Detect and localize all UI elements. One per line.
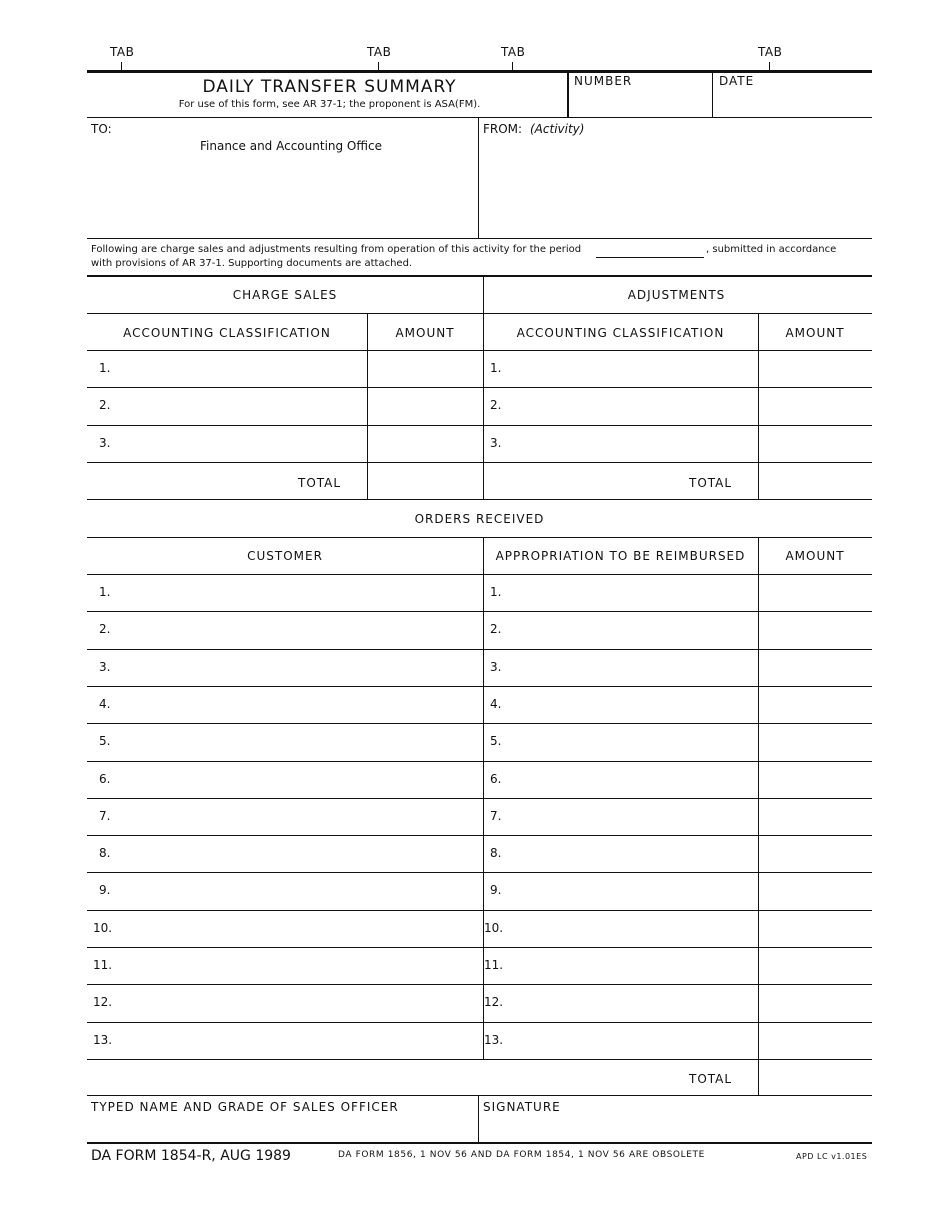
to-value: Finance and Accounting Office (200, 139, 382, 153)
orders-amount-field[interactable] (761, 875, 869, 907)
appropriation-field[interactable] (503, 577, 755, 608)
appropriation-field[interactable] (503, 987, 755, 1019)
orders-amount-field[interactable] (761, 838, 869, 869)
statement-line-1: Following are charge sales and adjustments resulting from operation of this activity for the period (91, 244, 582, 255)
adj-classification-field[interactable] (503, 391, 755, 422)
appropriation-field[interactable] (503, 1025, 755, 1056)
orders-amount-field[interactable] (761, 987, 869, 1019)
rule (87, 611, 872, 612)
appropriation-field[interactable] (503, 801, 755, 832)
customer-field[interactable] (115, 950, 479, 981)
orders-amount-field[interactable] (761, 577, 869, 608)
adj-amount-field[interactable] (761, 391, 869, 422)
charge-total-field[interactable] (370, 466, 480, 496)
charge-classification-field[interactable] (115, 354, 364, 384)
rule (87, 798, 872, 799)
header-top-rule (87, 70, 872, 73)
customer-row-number: 9. (99, 883, 111, 897)
adj-row-number: 2. (490, 398, 502, 412)
divider (758, 537, 759, 1095)
orders-col-amount: AMOUNT (785, 549, 845, 563)
charge-amount-field[interactable] (370, 429, 480, 459)
tab-mark-4: TAB (758, 45, 783, 59)
charge-amount-field[interactable] (370, 354, 480, 384)
orders-amount-field[interactable] (761, 950, 869, 981)
appropriation-row-number: 4. (490, 697, 502, 711)
form-id: DA FORM 1854-R, AUG 1989 (91, 1148, 291, 1164)
from-hint: (Activity) (530, 122, 585, 136)
customer-field[interactable] (115, 838, 479, 869)
appropriation-row-number: 10. (484, 921, 504, 935)
rule (87, 1059, 872, 1060)
orders-col-appropriation: APPROPRIATION TO BE REIMBURSED (495, 549, 746, 563)
adj-row-number: 1. (490, 361, 502, 375)
appropriation-row-number: 2. (490, 622, 502, 636)
customer-field[interactable] (115, 913, 479, 944)
rule (87, 313, 872, 314)
charge-col-classification: ACCOUNTING CLASSIFICATION (123, 326, 331, 340)
statement-line-2: with provisions of AR 37-1. Supporting documents are attached. (91, 258, 413, 269)
orders-total-field[interactable] (761, 1063, 869, 1093)
orders-amount-field[interactable] (761, 801, 869, 832)
divider (567, 73, 569, 117)
date-field[interactable] (716, 90, 870, 114)
charge-col-amount: AMOUNT (395, 326, 455, 340)
divider (367, 314, 368, 499)
rule (87, 723, 872, 724)
obsolete-notice: DA FORM 1856, 1 NOV 56 AND DA FORM 1854, 1 NOV 56 ARE OBSOLETE (338, 1150, 705, 1160)
signature-field[interactable] (482, 1115, 870, 1140)
appropriation-row-number: 11. (484, 958, 504, 972)
orders-amount-field[interactable] (761, 614, 869, 646)
adj-row-number: 3. (490, 436, 502, 450)
rule (87, 425, 872, 426)
signature-label: SIGNATURE (483, 1100, 561, 1114)
rule (87, 910, 872, 911)
customer-row-number: 3. (99, 660, 111, 674)
customer-row-number: 6. (99, 772, 111, 786)
charge-row-number: 1. (99, 361, 111, 375)
customer-field[interactable] (115, 652, 479, 683)
charge-row-number: 3. (99, 436, 111, 450)
appropriation-row-number: 1. (490, 585, 502, 599)
rule (87, 238, 872, 239)
orders-amount-field[interactable] (761, 726, 869, 758)
customer-field[interactable] (115, 726, 479, 758)
officer-name-label: TYPED NAME AND GRADE OF SALES OFFICER (91, 1100, 399, 1114)
rule (87, 1142, 872, 1144)
customer-row-number: 1. (99, 585, 111, 599)
to-label: TO: (91, 122, 112, 136)
orders-col-customer: CUSTOMER (247, 549, 323, 563)
rule (87, 649, 872, 650)
orders-amount-field[interactable] (761, 913, 869, 944)
divider (712, 73, 713, 117)
customer-field[interactable] (115, 1025, 479, 1056)
appropriation-field[interactable] (503, 652, 755, 683)
version-label: APD LC v1.01ES (796, 1152, 868, 1161)
charge-classification-field[interactable] (115, 391, 364, 422)
rule (87, 275, 872, 277)
customer-row-number: 7. (99, 809, 111, 823)
orders-amount-field[interactable] (761, 1025, 869, 1056)
appropriation-field[interactable] (503, 726, 755, 758)
appropriation-row-number: 12. (484, 995, 504, 1009)
customer-row-number: 11. (93, 958, 113, 972)
charge-sales-heading: CHARGE SALES (232, 288, 338, 302)
number-field[interactable] (572, 90, 710, 114)
appropriation-field[interactable] (503, 950, 755, 981)
rule (87, 574, 872, 575)
rule (87, 499, 872, 500)
charge-classification-field[interactable] (115, 429, 364, 459)
rule (87, 872, 872, 873)
customer-field[interactable] (115, 987, 479, 1019)
adj-col-classification: ACCOUNTING CLASSIFICATION (516, 326, 725, 340)
customer-row-number: 13. (93, 1033, 113, 1047)
number-label: NUMBER (574, 74, 633, 88)
divider (478, 1095, 479, 1143)
customer-field[interactable] (115, 764, 479, 795)
orders-amount-field[interactable] (761, 652, 869, 683)
rule (87, 387, 872, 388)
appropriation-row-number: 5. (490, 734, 502, 748)
form-subtitle: For use of this form, see AR 37-1; the proponent is ASA(FM). (178, 99, 481, 110)
rule (87, 117, 872, 118)
rule (87, 350, 872, 351)
charge-total-label: TOTAL (298, 476, 342, 490)
customer-field[interactable] (115, 614, 479, 646)
rule (87, 686, 872, 687)
customer-row-number: 8. (99, 846, 111, 860)
appropriation-row-number: 13. (484, 1033, 504, 1047)
appropriation-row-number: 3. (490, 660, 502, 674)
appropriation-field[interactable] (503, 875, 755, 907)
adj-amount-field[interactable] (761, 429, 869, 459)
customer-row-number: 12. (93, 995, 113, 1009)
customer-field[interactable] (115, 689, 479, 720)
customer-field[interactable] (115, 577, 479, 608)
rule (87, 984, 872, 985)
customer-field[interactable] (115, 801, 479, 832)
orders-heading: ORDERS RECEIVED (414, 512, 545, 526)
appropriation-row-number: 6. (490, 772, 502, 786)
customer-row-number: 5. (99, 734, 111, 748)
customer-row-number: 4. (99, 697, 111, 711)
adj-total-field[interactable] (761, 466, 869, 496)
appropriation-field[interactable] (503, 764, 755, 795)
orders-total-label: TOTAL (689, 1072, 733, 1086)
rule (87, 1095, 872, 1096)
appropriation-field[interactable] (503, 614, 755, 646)
adj-col-amount: AMOUNT (785, 326, 845, 340)
divider (478, 117, 479, 238)
from-activity-field[interactable] (482, 140, 874, 239)
rule (87, 1022, 872, 1023)
appropriation-field[interactable] (503, 689, 755, 720)
officer-name-field[interactable] (90, 1115, 474, 1140)
customer-field[interactable] (115, 875, 479, 907)
rule (87, 947, 872, 948)
charge-amount-field[interactable] (370, 391, 480, 422)
appropriation-row-number: 8. (490, 846, 502, 860)
form-title: DAILY TRANSFER SUMMARY (202, 77, 457, 97)
period-field[interactable] (596, 243, 704, 258)
orders-amount-field[interactable] (761, 689, 869, 720)
charge-row-number: 2. (99, 398, 111, 412)
rule (87, 761, 872, 762)
customer-row-number: 10. (93, 921, 113, 935)
adj-classification-field[interactable] (503, 354, 755, 384)
tab-mark-1: TAB (110, 45, 135, 59)
orders-amount-field[interactable] (761, 764, 869, 795)
adjustments-heading: ADJUSTMENTS (627, 288, 726, 302)
rule (87, 462, 872, 463)
tab-mark-3: TAB (501, 45, 526, 59)
rule (87, 537, 872, 538)
appropriation-row-number: 9. (490, 883, 502, 897)
adj-total-label: TOTAL (689, 476, 733, 490)
date-label: DATE (719, 74, 755, 88)
divider (758, 314, 759, 499)
adj-classification-field[interactable] (503, 429, 755, 459)
appropriation-field[interactable] (503, 838, 755, 869)
statement-line-1-suffix: , submitted in accordance (706, 244, 837, 255)
customer-row-number: 2. (99, 622, 111, 636)
appropriation-field[interactable] (503, 913, 755, 944)
adj-amount-field[interactable] (761, 354, 869, 384)
appropriation-row-number: 7. (490, 809, 502, 823)
tab-mark-2: TAB (367, 45, 392, 59)
rule (87, 835, 872, 836)
from-label: FROM: (483, 122, 523, 136)
